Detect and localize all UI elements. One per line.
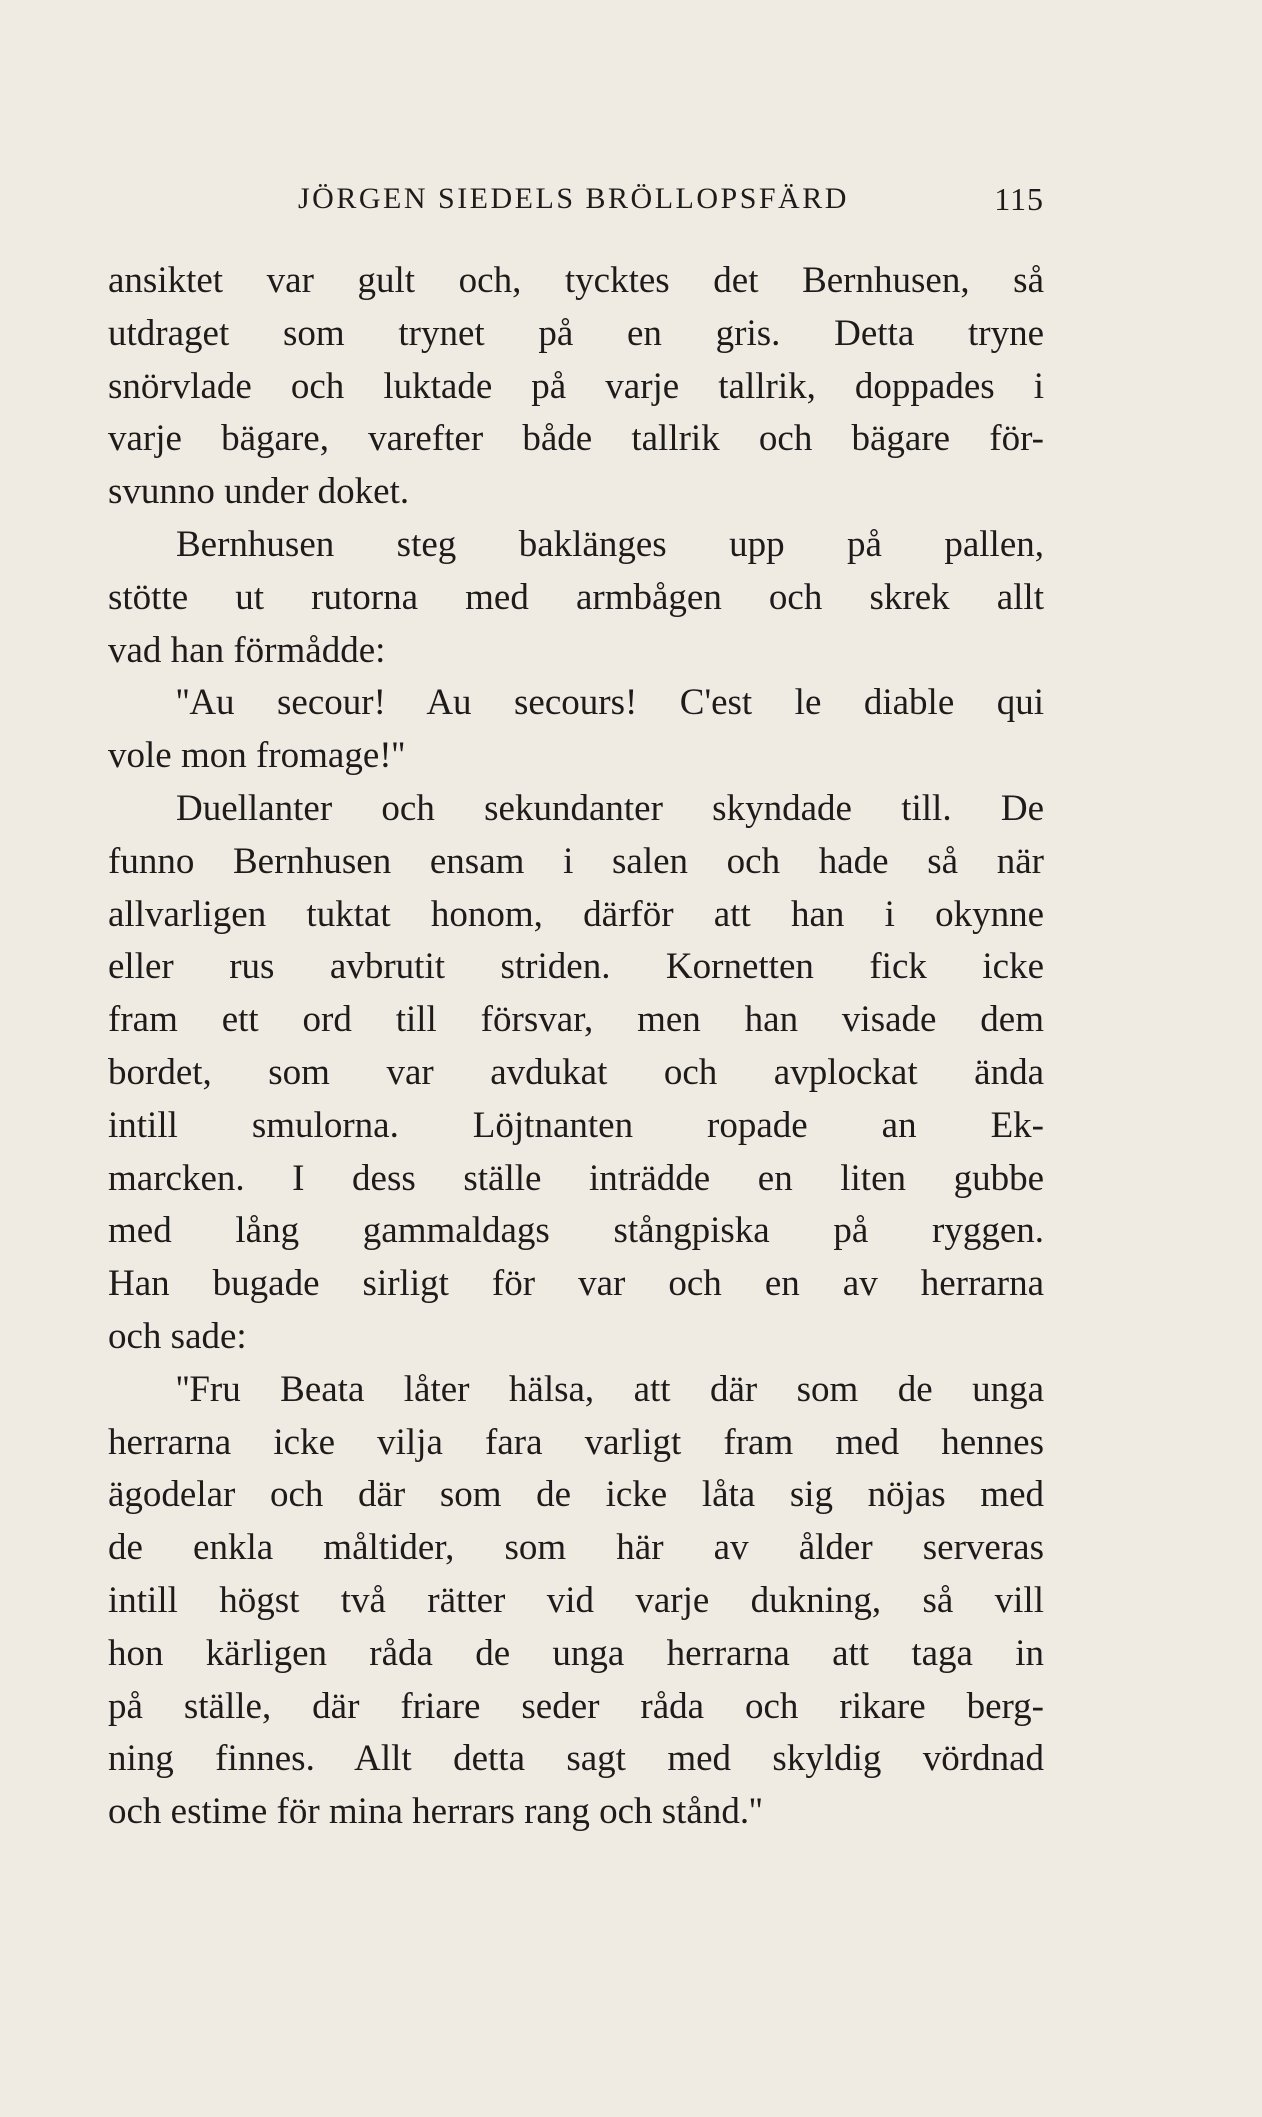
running-head (108, 177, 1044, 221)
page-number: 115 (994, 181, 1044, 217)
text-line: vad han förmådde: (108, 629, 386, 671)
text-line: bordet, som var avdukat och avplockat ända (108, 1051, 1044, 1093)
text-line: Bernhusen steg baklänges upp på pallen, (176, 523, 1044, 565)
body-text (108, 255, 1044, 1839)
text-line: intill högst två rätter vid varje dukning, så vill (108, 1579, 1044, 1621)
text-line: Han bugade sirligt för var och en av herrarna (108, 1263, 1044, 1305)
text-line: ansiktet var gult och, tycktes det Bernhusen, så (108, 260, 1044, 301)
text-line: Duellanter och sekundanter skyndade till. De (176, 787, 1044, 829)
text-line: intill smulorna. Löjtnanten ropade an Ek- (108, 1104, 1044, 1146)
text-line: funno Bernhusen ensam i salen och hade så när (108, 840, 1044, 882)
text-line: herrarna icke vilja fara varligt fram med hennes (108, 1421, 1044, 1463)
text-line: ''Fru Beata låter hälsa, att där som de unga (176, 1368, 1044, 1410)
text-line: stötte ut rutorna med armbågen och skrek allt (108, 576, 1044, 618)
text-line: marcken. I dess ställe inträdde en liten gubbe (108, 1157, 1044, 1199)
text-line: snörvlade och luktade på varje tallrik, doppades i (108, 365, 1044, 407)
text-line: vole mon fromage!'' (108, 735, 405, 777)
text-line: utdraget som trynet på en gris. Detta tryne (108, 312, 1044, 354)
text-line: på ställe, där friare seder råda och rikare berg- (108, 1685, 1044, 1727)
text-line: ''Au secour! Au secours! C'est le diable qui (176, 682, 1044, 724)
text-line: eller rus avbrutit striden. Kornetten fick icke (108, 946, 1044, 988)
text-line: och sade: (108, 1315, 247, 1357)
text-line: ägodelar och där som de icke låta sig nöjas med (108, 1474, 1044, 1516)
text-line: ning finnes. Allt detta sagt med skyldig vördnad (108, 1738, 1044, 1780)
text-line: svunno under doket. (108, 471, 410, 513)
running-title: JÖRGEN SIEDELS BRÖLLOPSFÄRD (298, 182, 849, 215)
text-line: de enkla måltider, som här av ålder serveras (108, 1527, 1044, 1569)
text-line: allvarligen tuktat honom, därför att han i okynne (108, 893, 1044, 935)
text-line: varje bägare, varefter både tallrik och bägare för- (108, 418, 1044, 460)
text-line: med lång gammaldags stångpiska på ryggen. (108, 1210, 1044, 1252)
text-line: hon kärligen råda de unga herrarna att taga in (108, 1632, 1044, 1674)
text-line: fram ett ord till försvar, men han visade dem (108, 999, 1044, 1041)
text-line: och estime för mina herrars rang och stånd.'' (108, 1791, 763, 1833)
